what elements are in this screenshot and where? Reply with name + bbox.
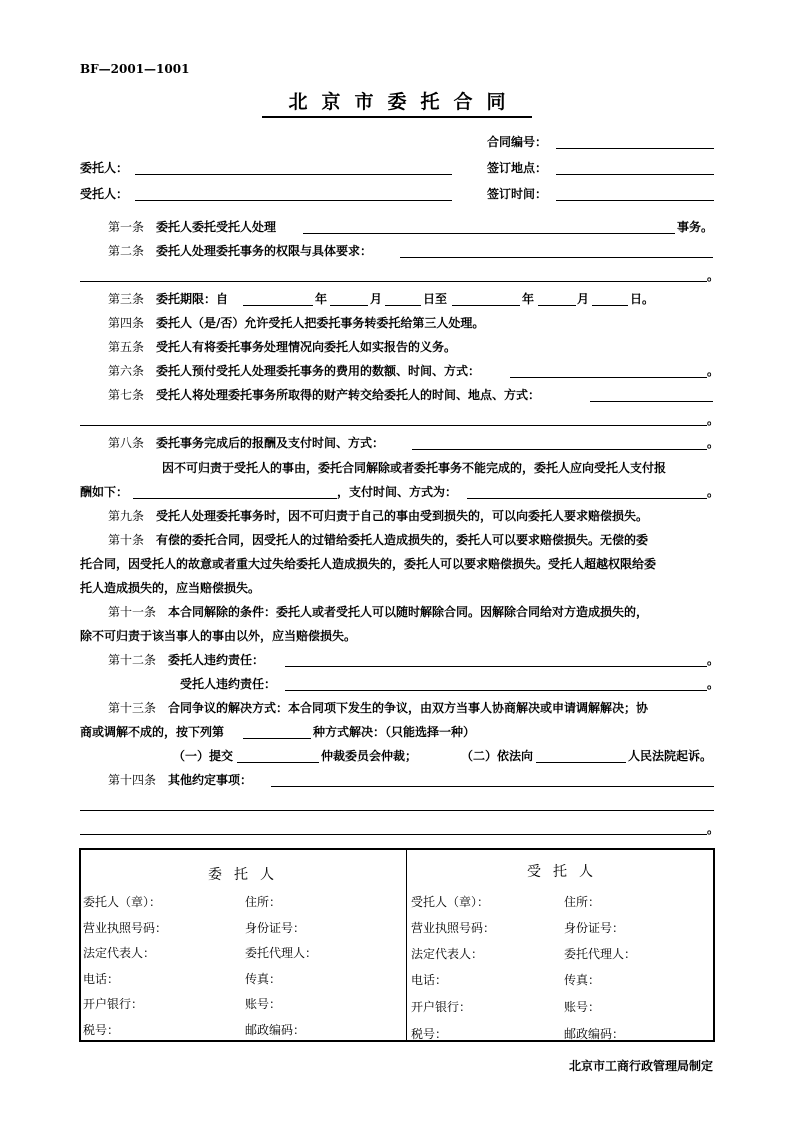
start-year-line[interactable]	[243, 305, 313, 306]
contract-no-label: 合同编号：	[487, 135, 548, 149]
agent-line[interactable]	[135, 200, 452, 201]
article-1-end: 事务。	[677, 220, 714, 234]
agent-seal[interactable]: 受托人（章）：	[411, 895, 490, 909]
article-11-line-2: 除不可归责于该当事人的事由以外，应当赔偿损失。	[80, 629, 357, 643]
article-12-period-2: 。	[707, 677, 720, 691]
principal-tax-no[interactable]: 税号：	[83, 1023, 120, 1037]
page-title: 北京市委托合同	[262, 90, 532, 118]
sign-place-label: 签订地点：	[487, 161, 548, 175]
article-1: 第一条 委托人委托受托人处理	[108, 220, 277, 234]
article-14-line-3[interactable]	[80, 834, 707, 835]
agent-address[interactable]: 住所：	[564, 895, 601, 909]
principal-postcode[interactable]: 邮政编码：	[245, 1023, 306, 1037]
start-year-label: 年	[315, 292, 328, 306]
start-day-label: 日至	[423, 292, 448, 306]
agent-liability-line[interactable]	[285, 690, 707, 691]
article-2-line-1[interactable]	[400, 257, 713, 258]
principal-heading: 委托人	[208, 867, 286, 883]
dispute-option-line[interactable]	[243, 738, 311, 739]
article-13-line-2b: 种方式解决：（只能选择一种）	[313, 725, 476, 739]
article-8: 第八条 委托事务完成后的报酬及支付时间、方式：	[108, 436, 385, 450]
article-2: 第二条 委托人处理委托事务的权限与具体要求：	[108, 244, 373, 258]
article-8-para-3b: ，支付时间、方式为：	[337, 485, 458, 499]
article-1-line[interactable]	[303, 233, 675, 234]
article-4: 第四条 委托人（是/否）允许受托人把委托事务转委托给第三人处理。	[108, 316, 485, 330]
principal-account[interactable]: 账号：	[245, 997, 282, 1011]
agent-tax-no[interactable]: 税号：	[411, 1027, 448, 1041]
principal-seal[interactable]: 委托人（章）：	[83, 895, 162, 909]
article-10-line-3: 托人造成损失的，应当赔偿损失。	[80, 581, 261, 595]
end-year-label: 年	[522, 292, 535, 306]
article-14: 第十四条 其他约定事项：	[108, 773, 253, 787]
article-6: 第六条 委托人预付受托人处理委托事务的费用的数额、时间、方式：	[108, 364, 481, 378]
agent-label: 受托人：	[80, 187, 129, 201]
end-month-label: 月	[577, 292, 590, 306]
agent-postcode[interactable]: 邮政编码：	[564, 1027, 625, 1041]
article-7-line-2[interactable]	[80, 425, 707, 426]
end-month-line[interactable]	[538, 305, 576, 306]
article-11: 第十一条 本合同解除的条件：委托人或者受托人可以随时解除合同。因解除合同给对方造成损失的，	[108, 605, 649, 619]
article-8-period-2: 。	[707, 485, 720, 499]
contract-no-line[interactable]	[556, 148, 714, 149]
article-13-line-2a: 商或调解不成的，按下列第	[80, 725, 225, 739]
court-line[interactable]	[536, 762, 626, 763]
article-6-line[interactable]	[510, 377, 707, 378]
principal-address[interactable]: 住所：	[245, 895, 282, 909]
principal-id-no[interactable]: 身份证号：	[245, 921, 306, 935]
article-12-line-2: 受托人违约责任：	[180, 677, 277, 691]
article-7: 第七条 受托人将处理委托事务所取得的财产转交给委托人的时间、地点、方式：	[108, 388, 541, 402]
principal-license-no[interactable]: 营业执照号码：	[83, 921, 168, 935]
issuer-footer: 北京市工商行政管理局制定	[568, 1059, 713, 1073]
article-14-line-1[interactable]	[271, 786, 714, 787]
agent-heading: 受托人	[527, 864, 605, 880]
principal-legal-rep[interactable]: 法定代表人：	[83, 946, 156, 960]
principal-liability-line[interactable]	[285, 666, 707, 667]
article-3: 第三条 委托期限：自	[108, 292, 229, 306]
sign-time-line[interactable]	[556, 200, 714, 201]
agent-id-no[interactable]: 身份证号：	[564, 921, 625, 935]
end-year-line[interactable]	[452, 305, 520, 306]
article-2-period: 。	[707, 269, 720, 283]
article-2-line-2[interactable]	[80, 281, 707, 282]
table-divider	[406, 850, 407, 1040]
arbitration-line[interactable]	[237, 762, 319, 763]
agent-legal-rep[interactable]: 法定代表人：	[411, 947, 484, 961]
agent-bank[interactable]: 开户银行：	[411, 1000, 472, 1014]
article-14-line-2[interactable]	[80, 810, 714, 811]
principal-proxy[interactable]: 委托代理人：	[245, 946, 318, 960]
article-8-period: 。	[707, 436, 720, 450]
article-5: 第五条 受托人有将委托事务处理情况向委托人如实报告的义务。	[108, 340, 457, 354]
litigation-option-end: 人民法院起诉。	[628, 749, 713, 763]
start-month-label: 月	[370, 292, 383, 306]
payment-method-line[interactable]	[467, 498, 707, 499]
litigation-option-label: （二）依法向	[461, 749, 534, 763]
agent-phone[interactable]: 电话：	[411, 973, 448, 987]
principal-bank[interactable]: 开户银行：	[83, 997, 144, 1011]
article-14-period: 。	[707, 822, 720, 836]
article-12: 第十二条 委托人违约责任：	[108, 653, 265, 667]
article-7-period: 。	[707, 413, 720, 427]
arbitration-option-end: 仲裁委员会仲裁；	[321, 749, 418, 763]
article-13: 第十三条 合同争议的解决方式：本合同项下发生的争议，由双方当事人协商解决或申请调解解决；协	[108, 701, 649, 715]
arbitration-option-label: （一）提交	[173, 749, 234, 763]
article-8-line[interactable]	[412, 449, 707, 450]
form-code: BF—2001—1001	[80, 62, 190, 76]
article-10-line-2: 托合同，因受托人的故意或者重大过失给委托人造成损失的，委托人可以要求赔偿损失。受托人超越权限给委	[80, 557, 657, 571]
principal-fax[interactable]: 传真：	[245, 972, 282, 986]
article-8-para-2: 因不可归责于受托人的事由，委托合同解除或者委托事务不能完成的，委托人应向受托人支付报	[162, 461, 667, 475]
signature-table	[79, 848, 715, 1042]
article-8-para-3a: 酬如下：	[80, 485, 129, 499]
remuneration-line[interactable]	[133, 498, 337, 499]
agent-account[interactable]: 账号：	[564, 1000, 601, 1014]
article-10: 第十条 有偿的委托合同，因受托人的过错给委托人造成损失的，委托人可以要求赔偿损失。无偿的委	[108, 533, 649, 547]
sign-time-label: 签订时间：	[487, 187, 548, 201]
end-day-label: 日。	[630, 292, 655, 306]
article-7-line-1[interactable]	[590, 401, 713, 402]
start-month-line[interactable]	[330, 305, 368, 306]
principal-label: 委托人：	[80, 161, 129, 175]
principal-line[interactable]	[135, 174, 452, 175]
agent-fax[interactable]: 传真：	[564, 973, 601, 987]
end-day-line[interactable]	[592, 305, 628, 306]
article-6-period: 。	[707, 364, 720, 378]
start-day-line[interactable]	[385, 305, 421, 306]
principal-phone[interactable]: 电话：	[83, 972, 120, 986]
agent-license-no[interactable]: 营业执照号码：	[411, 921, 496, 935]
agent-proxy[interactable]: 委托代理人：	[564, 947, 637, 961]
sign-place-line[interactable]	[556, 174, 714, 175]
article-9: 第九条 受托人处理委托事务时，因不可归责于自己的事由受到损失的，可以向委托人要求赔偿损失。	[108, 509, 649, 523]
article-12-period: 。	[707, 653, 720, 667]
